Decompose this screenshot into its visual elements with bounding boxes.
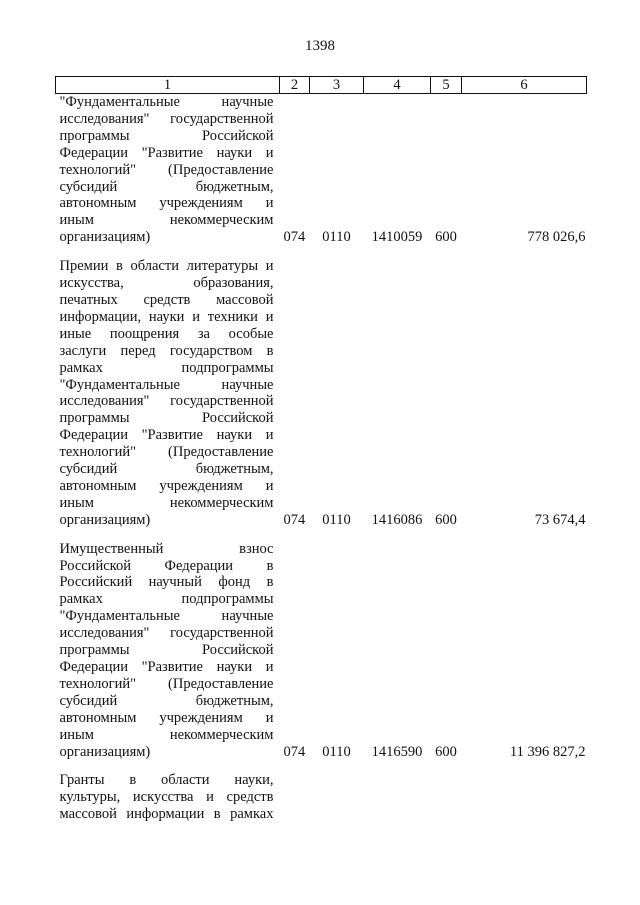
description-line: исследования" государственной [59,110,274,127]
row-spacer [56,529,587,541]
description-line: исследования" государственной [59,393,274,410]
description-line: программы Российской [59,127,274,144]
description-line: иным некоммерческим [59,726,274,743]
row-description [56,258,280,529]
description-line: "Фундаментальные научные [59,376,274,393]
description-line: автономным учреждениям и [59,477,274,494]
amount-value: 778 026,6 [527,229,586,246]
description-line: иные поощрения за особые [59,325,274,342]
description-line: печатных средств массовой [59,291,274,308]
row-spacer [56,246,587,258]
description-line: культуры, искусства и средств [59,789,274,806]
ministry-code: 074 [283,229,306,246]
description-line: субсидий бюджетным, [59,692,274,709]
description-line: "Фундаментальные научные [59,608,274,625]
column-header-1: 1 [56,77,280,94]
row-description [56,541,280,761]
column-header-5: 5 [431,77,462,94]
expense-type-code: 600 [435,511,457,528]
description-line: технологий" (Предоставление [59,161,274,178]
description-line: организациям) [59,743,151,760]
description-line: автономным учреждениям и [59,195,274,212]
target-article-code: 1416086 [371,511,423,528]
target-article-code: 1416590 [371,743,423,760]
column-header-6: 6 [462,77,587,94]
column-header-3: 3 [310,77,364,94]
amount-value: 11 396 827,2 [509,743,586,760]
table-row [56,258,587,529]
column-header-2: 2 [280,77,310,94]
description-line: Имущественный взнос [59,540,274,557]
description-line: технологий" (Предоставление [59,675,274,692]
column-number-row [56,77,587,94]
table-row [56,772,587,823]
description-line: технологий" (Предоставление [59,444,274,461]
description-line: заслуги перед государством в [59,342,274,359]
ministry-code: 074 [283,743,306,760]
section-code: 0110 [322,743,351,760]
row-spacer [56,760,587,772]
description-line: Российский научный фонд в [59,574,274,591]
expense-type-code: 600 [435,229,457,246]
description-line: искусства, образования, [59,275,274,292]
description-line: Премии в области литературы и [59,258,274,275]
table-row [56,541,587,761]
page-number: 1398 [305,38,335,54]
ministry-code [280,772,310,823]
expense-type-code: 600 [435,743,457,760]
row-description [56,772,280,823]
row-description [56,94,280,247]
section-code: 0110 [322,229,351,246]
description-line: Федерации "Развитие науки и [59,659,274,675]
description-line: автономным учреждениям и [59,709,274,726]
description-line: массовой информации в рамках [59,806,274,823]
description-line: информации, науки и техники и [59,308,274,325]
column-header-4: 4 [364,77,431,94]
description-line: Федерации "Развитие науки и [59,427,274,444]
description-line: рамках подпрограммы [59,591,274,608]
description-line: "Фундаментальные научные [59,94,274,110]
description-line: иным некоммерческим [59,494,274,511]
description-line: программы Российской [59,410,274,427]
section-code: 0110 [322,511,351,528]
section-code [310,772,364,823]
amount-value: 73 674,4 [534,511,586,528]
description-line: рамках подпрограммы [59,359,274,376]
description-line: субсидий бюджетным, [59,461,274,478]
ministry-code: 074 [283,511,306,528]
description-line: Федерации "Развитие науки и [59,144,274,161]
description-line: субсидий бюджетным, [59,178,274,195]
amount-value [462,772,587,823]
target-article-code [364,772,431,823]
description-line: Российской Федерации в [59,557,274,574]
description-line: организациям) [59,511,151,528]
description-line: Гранты в области науки, [59,772,274,789]
description-line: иным некоммерческим [59,212,274,229]
description-line: программы Российской [59,642,274,659]
budget-table [55,76,587,823]
description-line: организациям) [59,229,151,246]
target-article-code: 1410059 [371,229,423,246]
table-row [56,94,587,247]
description-line: исследования" государственной [59,625,274,642]
expense-type-code [431,772,462,823]
